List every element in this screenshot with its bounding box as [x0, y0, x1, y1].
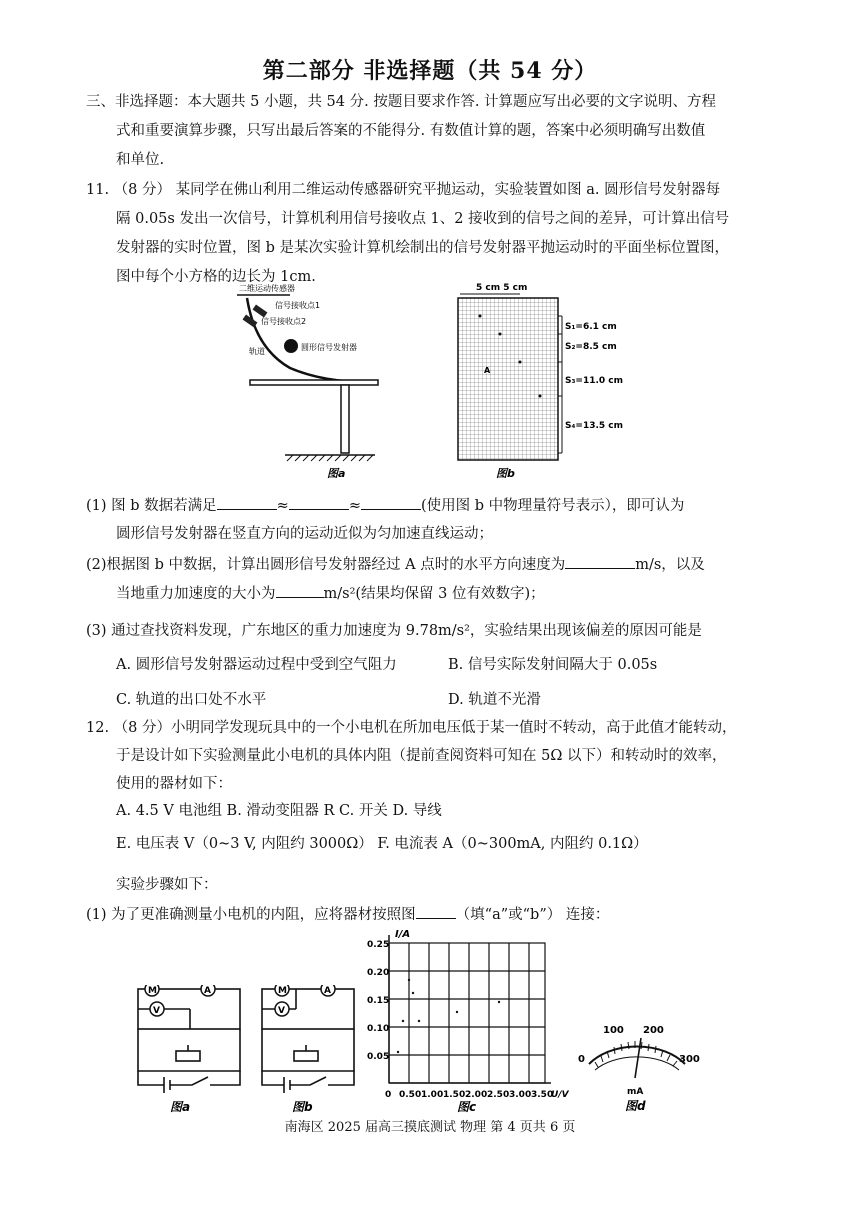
emitter-icon — [284, 339, 298, 353]
circuit-a — [132, 985, 247, 1115]
track-label: 轨道 — [249, 347, 265, 356]
motor-symbol-a: M — [148, 986, 157, 996]
q12-s1-text-a: (1) 为了更准确测量小电机的内阻，应将器材按照图 — [86, 907, 416, 923]
dial-0: 0 — [578, 1054, 585, 1065]
fig-a-caption: 图a — [327, 467, 346, 480]
dial-300: 300 — [679, 1054, 700, 1065]
xtick-0: 0 — [385, 1090, 392, 1100]
graph-ylabel: I/A — [395, 929, 411, 940]
q11-part1-line-2: 圆形信号发射器在竖直方向的运动近似为匀加速直线运动； — [116, 526, 493, 542]
q11-p2-text-b: m/s，以及 — [635, 557, 705, 573]
equipment-line-1: A. 4.5 V 电池组 B. 滑动变阻器 R C. 开关 D. 导线 — [116, 803, 442, 819]
ytick-025: 0.25 — [367, 940, 390, 950]
answer-blank-circuit[interactable] — [416, 900, 456, 919]
iu-graph — [365, 925, 570, 1115]
xtick-100: 1.00 — [421, 1090, 444, 1100]
emitter-label: 圆形信号发射器 — [301, 343, 357, 352]
q11-p2-text-a: (2)根据图 b 中数据，计算出圆形信号发射器经过 A 点时的水平方向速度为 — [86, 557, 566, 573]
receiver-2-label: 信号接收点2 — [261, 317, 307, 326]
q11-part3: (3) 通过查找资料发现，广东地区的重力加速度为 9.78m/s²，实验结果出现该偏差的原因可能是 — [86, 623, 702, 639]
xtick-350: 3.50 — [531, 1090, 554, 1100]
option-b[interactable]: B. 信号实际发射间隔大于 0.05s — [448, 657, 658, 673]
xtick-050: 0.50 — [399, 1090, 422, 1100]
dial-needle — [635, 1038, 641, 1078]
s1-label: S₁=6.1 cm — [565, 322, 617, 332]
approx-sign-2: ≈ — [348, 498, 361, 514]
table-top — [250, 380, 378, 385]
grid-area — [458, 298, 558, 460]
answer-blank-velocity[interactable] — [565, 550, 635, 569]
intro-line-1: 三、非选择题：本大题共 5 小题，共 54 分. 按题目要求作答. 计算题应写出必要的文字说明、方程 — [86, 94, 717, 110]
apparatus-figure — [235, 278, 380, 483]
graph-xlabel: U/V — [551, 1090, 569, 1100]
receiver-1-icon — [253, 305, 268, 318]
q11-p1-text-a: (1) 图 b 数据若满足 — [86, 498, 217, 514]
q11-p2-text-c: 当地重力加速度的大小为 — [116, 586, 276, 602]
answer-blank-3[interactable] — [361, 491, 421, 510]
q11-line-2: 隔 0.05s 发出一次信号，计算机利用信号接收点 1、2 接收到的信号之间的差异，可计算出信号 — [116, 211, 730, 227]
circuit-b-caption: 图b — [292, 1100, 313, 1114]
q12-line-3: 使用的器材如下： — [116, 776, 232, 792]
approx-sign-1: ≈ — [276, 498, 289, 514]
option-c[interactable]: C. 轨道的出口处不水平 — [116, 692, 267, 708]
page-footer: 南海区 2025 届高三摸底测试 物理 第 4 页共 6 页 — [284, 1120, 576, 1135]
dial-100: 100 — [603, 1025, 624, 1036]
q11-line-4: 图中每个小方格的边长为 1cm. — [116, 269, 316, 285]
s2-label: S₂=8.5 cm — [565, 342, 617, 352]
q11-line-3: 发射器的实时位置，图 b 是某次实验计算机绘制出的信号发射器平抛运动时的平面坐标位置图， — [116, 240, 729, 256]
q12-line-2: 于是设计如下实验测量此小电机的具体内阻（提前查阅资料可知在 5Ω 以下）和转动时的效率， — [116, 748, 727, 764]
dial-unit: mA — [627, 1087, 644, 1097]
answer-blank-2[interactable] — [289, 491, 349, 510]
point-a-label: A — [484, 366, 491, 375]
steps-heading: 实验步骤如下： — [116, 877, 218, 893]
answer-blank-1[interactable] — [217, 491, 277, 510]
ytick-010: 0.10 — [367, 1024, 390, 1034]
q12-line-1: 12. （8 分）小明同学发现玩具中的一个小电机在所加电压低于某一值时不转动，高于此值才能转动， — [86, 720, 737, 736]
ammeter-dial — [575, 1018, 700, 1113]
dial-200: 200 — [643, 1025, 664, 1036]
q11-part1-line-1 — [86, 491, 684, 521]
q11-p2-text-d: m/s²(结果均保留 3 位有效数字)； — [323, 586, 545, 602]
ytick-015: 0.15 — [367, 996, 390, 1006]
table-leg — [341, 385, 349, 453]
ammeter-symbol-b: A — [324, 986, 331, 996]
q11-part2-line-1 — [86, 550, 705, 580]
graph-caption: 图c — [457, 1100, 477, 1114]
grid-figure — [450, 278, 630, 483]
answer-blank-gravity[interactable] — [276, 579, 324, 598]
q11-line-1: 11. （8 分） 某同学在佛山利用二维运动传感器研究平抛运动，实验装置如图 a. 圆形信号发射器每 — [86, 182, 721, 198]
dial-caption: 图d — [625, 1099, 646, 1113]
voltmeter-symbol-b: V — [278, 1006, 285, 1016]
sensor-label: 二维运动传感器 — [239, 284, 295, 293]
motor-symbol-b: M — [278, 986, 287, 996]
s3-label: S₃=11.0 cm — [565, 376, 624, 386]
voltmeter-symbol-a: V — [153, 1006, 160, 1016]
option-a[interactable]: A. 圆形信号发射器运动过程中受到空气阻力 — [116, 657, 397, 673]
xtick-250: 2.50 — [487, 1090, 510, 1100]
equipment-line-2: E. 电压表 V（0~3 V, 内阻约 3000Ω） F. 电流表 A（0~300mA, 内阻约 0.1Ω） — [116, 836, 648, 852]
xtick-300: 3.00 — [509, 1090, 532, 1100]
option-d[interactable]: D. 轨道不光滑 — [448, 692, 541, 708]
ammeter-symbol-a: A — [204, 986, 211, 996]
xtick-150: 1.50 — [443, 1090, 466, 1100]
track-curve — [247, 298, 375, 382]
fig-b-caption: 图b — [496, 467, 515, 480]
circuit-b — [256, 985, 361, 1115]
q12-s1-text-b: （填“a”或“b”） 连接： — [455, 907, 610, 923]
xtick-200: 2.00 — [465, 1090, 488, 1100]
grid-top-label: 5 cm 5 cm — [476, 283, 528, 293]
section-title: 第二部分 非选择题（共 54 分） — [262, 58, 598, 84]
ytick-005: 0.05 — [367, 1052, 390, 1062]
q11-part2-line-2 — [116, 579, 545, 609]
circuit-a-caption: 图a — [170, 1100, 191, 1114]
ytick-020: 0.20 — [367, 968, 390, 978]
q11-p1-text-d: (使用图 b 中物理量符号表示），即可认为 — [420, 498, 685, 514]
intro-line-3: 和单位. — [116, 152, 165, 168]
s4-label: S₄=13.5 cm — [565, 421, 624, 431]
receiver-1-label: 信号接收点1 — [275, 301, 321, 310]
intro-line-2: 式和重要演算步骤，只写出最后答案的不能得分. 有数值计算的题，答案中必须明确写出数值 — [116, 123, 706, 139]
